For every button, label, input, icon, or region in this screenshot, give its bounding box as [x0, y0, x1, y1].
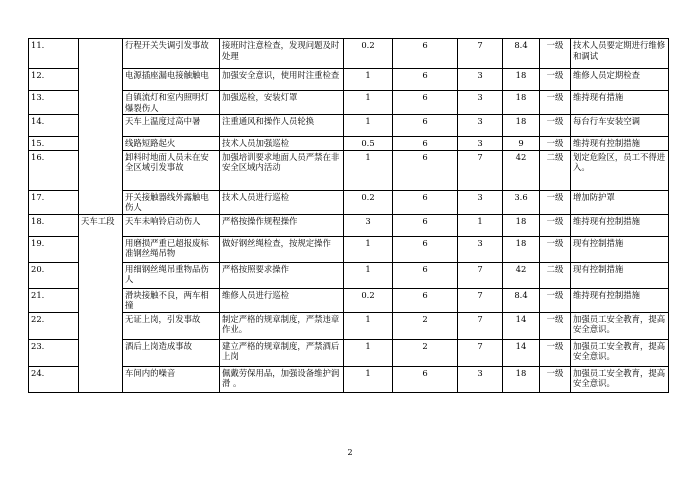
risk-level-cell: 一级 — [540, 69, 571, 91]
measure-cell: 维修人员进行巡检 — [220, 288, 344, 312]
exposure-cell: 6 — [393, 190, 458, 214]
likelihood-cell: 1 — [344, 236, 393, 262]
consequence-cell: 3 — [458, 91, 503, 115]
table-row — [29, 312, 669, 339]
exposure-cell: 6 — [393, 366, 458, 392]
consequence-cell: 3 — [458, 366, 503, 392]
control-measure-cell: 加强员工安全教育，提高安全意识。 — [571, 312, 669, 339]
risk-level-cell: 一级 — [540, 190, 571, 214]
exposure-cell: 6 — [393, 150, 458, 190]
hazard-cell: 卸料时地面人员未在安全区域引发事故 — [123, 150, 220, 190]
exposure-cell: 2 — [393, 339, 458, 366]
row-number: 14. — [29, 115, 79, 137]
hazard-cell: 用磨损严重已超报废标准钢丝绳吊物 — [123, 236, 220, 262]
consequence-cell: 7 — [458, 39, 503, 69]
risk-level-cell: 一级 — [540, 236, 571, 262]
likelihood-cell: 0.2 — [344, 288, 393, 312]
hazard-cell: 酒后上岗造成事故 — [123, 339, 220, 366]
control-measure-cell: 维持现有措施 — [571, 91, 669, 115]
exposure-cell: 6 — [393, 91, 458, 115]
page-number: 2 — [347, 448, 353, 457]
consequence-cell: 3 — [458, 137, 503, 151]
hazard-cell: 行程开关失调引发事故 — [123, 39, 220, 69]
control-measure-cell: 维修人员定期检查 — [571, 69, 669, 91]
measure-cell: 接班时注意检查，发现问题及时处理 — [220, 39, 344, 69]
control-measure-cell: 加强员工安全教育，提高安全意识。 — [571, 339, 669, 366]
risk-score-cell: 18 — [503, 214, 540, 236]
exposure-cell: 2 — [393, 312, 458, 339]
table-row — [29, 366, 669, 392]
risk-level-cell: 一级 — [540, 288, 571, 312]
measure-cell: 技术人员进行巡检 — [220, 190, 344, 214]
group-cell-crane: 天车工段 — [79, 214, 123, 392]
likelihood-cell: 1 — [344, 91, 393, 115]
consequence-cell: 3 — [458, 115, 503, 137]
risk-score-cell: 8.4 — [503, 39, 540, 69]
hazard-cell: 线路短路起火 — [123, 137, 220, 151]
table-body — [29, 39, 669, 393]
exposure-cell: 6 — [393, 39, 458, 69]
likelihood-cell: 3 — [344, 214, 393, 236]
measure-cell: 建立严格的规章制度，严禁酒后上岗 — [220, 339, 344, 366]
consequence-cell: 7 — [458, 339, 503, 366]
likelihood-cell: 0.2 — [344, 190, 393, 214]
control-measure-cell: 维持现有控制措施 — [571, 288, 669, 312]
row-number: 12. — [29, 69, 79, 91]
risk-score-cell: 42 — [503, 262, 540, 288]
risk-level-cell: 二级 — [540, 150, 571, 190]
measure-cell: 技术人员加强巡检 — [220, 137, 344, 151]
measure-cell: 佩戴劳保用品，加强设备维护润滑 。 — [220, 366, 344, 392]
risk-level-cell: 二级 — [540, 262, 571, 288]
row-number: 22. — [29, 312, 79, 339]
consequence-cell: 7 — [458, 262, 503, 288]
row-number: 16. — [29, 150, 79, 190]
risk-score-cell: 8.4 — [503, 288, 540, 312]
consequence-cell: 3 — [458, 190, 503, 214]
row-number: 24. — [29, 366, 79, 392]
exposure-cell: 6 — [393, 236, 458, 262]
consequence-cell: 3 — [458, 236, 503, 262]
row-number: 19. — [29, 236, 79, 262]
hazard-cell: 天车未响铃启动伤人 — [123, 214, 220, 236]
table-row — [29, 115, 669, 137]
row-number: 18. — [29, 214, 79, 236]
likelihood-cell: 0.2 — [344, 39, 393, 69]
measure-cell: 注重通风和操作人员轮换 — [220, 115, 344, 137]
exposure-cell: 6 — [393, 288, 458, 312]
table-row — [29, 190, 669, 214]
table-row — [29, 339, 669, 366]
risk-score-cell: 14 — [503, 312, 540, 339]
exposure-cell: 6 — [393, 214, 458, 236]
likelihood-cell: 1 — [344, 69, 393, 91]
hazard-cell: 电源插座漏电接触触电 — [123, 69, 220, 91]
risk-level-cell: 一级 — [540, 91, 571, 115]
table-row — [29, 91, 669, 115]
table-row — [29, 214, 669, 236]
measure-cell: 加强培训要求地面人员严禁在非安全区域内活动 — [220, 150, 344, 190]
control-measure-cell: 现有控制措施 — [571, 236, 669, 262]
likelihood-cell: 0.5 — [344, 137, 393, 151]
likelihood-cell: 1 — [344, 312, 393, 339]
row-number: 20. — [29, 262, 79, 288]
table-row — [29, 39, 669, 69]
measure-cell: 做好钢丝绳检查，按规定操作 — [220, 236, 344, 262]
measure-cell: 制定严格的规章制度，严禁违章作业。 — [220, 312, 344, 339]
risk-level-cell: 一级 — [540, 115, 571, 137]
table-row — [29, 150, 669, 190]
table-row — [29, 262, 669, 288]
risk-score-cell: 18 — [503, 69, 540, 91]
hazard-cell: 无证上岗，引发事故 — [123, 312, 220, 339]
control-measure-cell: 技术人员要定期进行维修和调试 — [571, 39, 669, 69]
risk-level-cell: 一级 — [540, 339, 571, 366]
risk-score-cell: 18 — [503, 366, 540, 392]
likelihood-cell: 1 — [344, 262, 393, 288]
risk-level-cell: 一级 — [540, 39, 571, 69]
group-cell-previous — [79, 39, 123, 215]
table-row — [29, 137, 669, 151]
hazard-cell: 滑块接触不良，两车相撞 — [123, 288, 220, 312]
control-measure-cell: 加强员工安全教育，提高安全意识。 — [571, 366, 669, 392]
risk-level-cell: 一级 — [540, 214, 571, 236]
exposure-cell: 6 — [393, 69, 458, 91]
row-number: 11. — [29, 39, 79, 69]
measure-cell: 严格按照要求操作 — [220, 262, 344, 288]
risk-score-cell: 18 — [503, 236, 540, 262]
risk-level-cell: 一级 — [540, 366, 571, 392]
control-measure-cell: 维持现有控制措施 — [571, 137, 669, 151]
risk-level-cell: 一级 — [540, 312, 571, 339]
risk-assessment-table — [28, 38, 669, 393]
risk-score-cell: 14 — [503, 339, 540, 366]
control-measure-cell: 每台行车安装空调 — [571, 115, 669, 137]
consequence-cell: 3 — [458, 69, 503, 91]
risk-score-cell: 42 — [503, 150, 540, 190]
table-row — [29, 69, 669, 91]
control-measure-cell: 维持现有控制措施 — [571, 214, 669, 236]
likelihood-cell: 1 — [344, 339, 393, 366]
hazard-cell: 开关接触器线外露触电伤人 — [123, 190, 220, 214]
exposure-cell: 6 — [393, 262, 458, 288]
risk-score-cell: 18 — [503, 91, 540, 115]
hazard-cell: 自镇流灯和室内照明灯爆裂伤人 — [123, 91, 220, 115]
hazard-cell: 天车上温度过高中暑 — [123, 115, 220, 137]
control-measure-cell: 划定危险区，员工不得进入。 — [571, 150, 669, 190]
risk-level-cell: 一级 — [540, 137, 571, 151]
measure-cell: 严格按操作规程操作 — [220, 214, 344, 236]
consequence-cell: 1 — [458, 214, 503, 236]
control-measure-cell: 增加防护罩 — [571, 190, 669, 214]
likelihood-cell: 1 — [344, 366, 393, 392]
risk-score-cell: 9 — [503, 137, 540, 151]
row-number: 15. — [29, 137, 79, 151]
measure-cell: 加强巡检，安装灯罩 — [220, 91, 344, 115]
hazard-cell: 用细钢丝绳吊重物品伤人 — [123, 262, 220, 288]
likelihood-cell: 1 — [344, 115, 393, 137]
consequence-cell: 7 — [458, 150, 503, 190]
table-row — [29, 288, 669, 312]
hazard-cell: 车间内的噪音 — [123, 366, 220, 392]
exposure-cell: 6 — [393, 115, 458, 137]
risk-score-cell: 18 — [503, 115, 540, 137]
row-number: 23. — [29, 339, 79, 366]
table-row — [29, 236, 669, 262]
consequence-cell: 7 — [458, 312, 503, 339]
likelihood-cell: 1 — [344, 150, 393, 190]
risk-score-cell: 3.6 — [503, 190, 540, 214]
control-measure-cell: 现有控制措施 — [571, 262, 669, 288]
consequence-cell: 7 — [458, 288, 503, 312]
row-number: 21. — [29, 288, 79, 312]
row-number: 13. — [29, 91, 79, 115]
measure-cell: 加强安全意识，使用时注重检查 — [220, 69, 344, 91]
exposure-cell: 6 — [393, 137, 458, 151]
row-number: 17. — [29, 190, 79, 214]
